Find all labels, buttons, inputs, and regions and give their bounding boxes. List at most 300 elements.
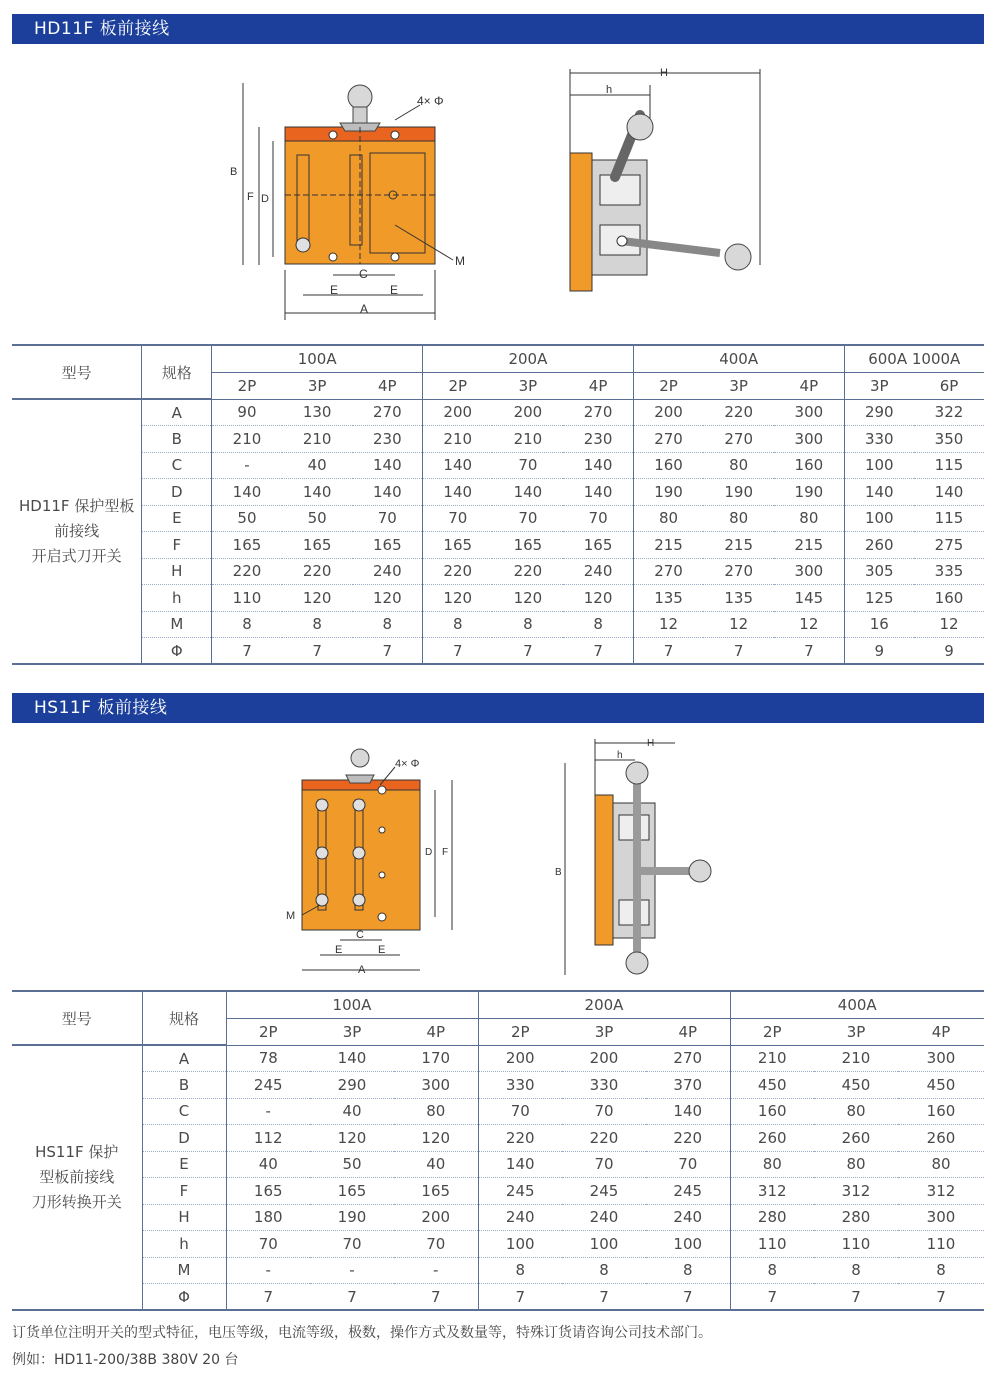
table-cell: 300 [394, 1072, 478, 1099]
table-cell: 70 [563, 505, 633, 532]
table-cell: 190 [633, 479, 703, 506]
table-cell: 240 [562, 1204, 646, 1231]
table-cell: 270 [703, 558, 774, 585]
table-cell: 245 [646, 1178, 730, 1205]
table-cell: 7 [730, 1284, 814, 1311]
dim-label-e-left: E [330, 283, 339, 297]
table-cell: 80 [703, 505, 774, 532]
hd11f-table-body [12, 399, 984, 664]
table-cell: 8 [730, 1257, 814, 1284]
dimension-label: D [142, 1125, 226, 1152]
table-row [12, 1098, 984, 1125]
table-cell: 220 [646, 1125, 730, 1152]
table-cell: 160 [633, 452, 703, 479]
table-cell: 450 [814, 1072, 898, 1099]
table-cell: 260 [898, 1125, 984, 1152]
table-cell: 8 [353, 611, 423, 638]
table-cell: 50 [282, 505, 353, 532]
spec-header: 规格 [142, 991, 226, 1045]
table-cell: 140 [563, 479, 633, 506]
group-header: 100A [212, 345, 423, 372]
table-cell: 120 [394, 1125, 478, 1152]
table-row [12, 532, 984, 559]
table-cell: 180 [226, 1204, 310, 1231]
table-cell: 80 [703, 452, 774, 479]
order-example: 例如：HD11-200/38B 380V 20 台 [12, 1352, 239, 1368]
model-description-line: HD11F 保护型板 [19, 497, 135, 515]
dim-label-h-upper: H [647, 738, 655, 749]
table-row [12, 1284, 984, 1311]
table-row [12, 1125, 984, 1152]
spec-header: 规格 [142, 345, 212, 399]
dim-label-e-right: E [390, 283, 399, 297]
group-header: 100A [226, 991, 478, 1018]
table-cell: 240 [353, 558, 423, 585]
table-cell: 165 [212, 532, 282, 559]
table-cell: 330 [844, 426, 914, 453]
table-cell: 230 [353, 426, 423, 453]
table-cell: 215 [703, 532, 774, 559]
dim-label-hole: 4× Φ [417, 94, 444, 108]
table-cell: 170 [394, 1045, 478, 1072]
table-cell: 140 [212, 479, 282, 506]
dimension-label: M [142, 611, 212, 638]
table-cell: 125 [844, 585, 914, 612]
table-cell: 110 [898, 1231, 984, 1258]
model-description-line: 前接线 [54, 522, 100, 540]
table-cell: 260 [814, 1125, 898, 1152]
table-cell: 7 [226, 1284, 310, 1311]
table-row [12, 505, 984, 532]
dimension-label: E [142, 505, 212, 532]
table-cell: 165 [282, 532, 353, 559]
table-cell: 9 [914, 638, 984, 665]
dimension-label: A [142, 399, 212, 426]
dim-label-h-lower: h [617, 750, 623, 761]
table-cell: 190 [774, 479, 844, 506]
dim-label-e-right: E [378, 944, 386, 956]
table-cell: 260 [844, 532, 914, 559]
table-cell: 215 [774, 532, 844, 559]
table-cell: 120 [492, 585, 563, 612]
table-cell: 70 [562, 1151, 646, 1178]
table-row [12, 426, 984, 453]
table-cell: 165 [492, 532, 563, 559]
table-cell: 312 [730, 1178, 814, 1205]
table-cell: 7 [898, 1284, 984, 1311]
table-cell: 350 [914, 426, 984, 453]
pole-header: 3P [814, 1018, 898, 1045]
table-cell: 110 [730, 1231, 814, 1258]
table-cell: 240 [646, 1204, 730, 1231]
dimension-label: B [142, 1072, 226, 1099]
table-cell: 120 [563, 585, 633, 612]
table-cell: 40 [282, 452, 353, 479]
dimension-label: A [142, 1045, 226, 1072]
table-cell: 160 [774, 452, 844, 479]
table-cell: 100 [646, 1231, 730, 1258]
table-cell: - [226, 1257, 310, 1284]
table-cell: 270 [703, 426, 774, 453]
pole-header: 2P [423, 372, 493, 399]
dimension-label: F [142, 1178, 226, 1205]
table-cell: 12 [774, 611, 844, 638]
table-cell: 140 [423, 452, 493, 479]
table-row [12, 1045, 984, 1072]
dimension-label: E [142, 1151, 226, 1178]
hd11f-spec-table [12, 344, 984, 665]
dim-label-d: D [425, 847, 433, 858]
table-cell: 40 [394, 1151, 478, 1178]
dim-label-b: B [230, 166, 238, 178]
table-cell: 9 [844, 638, 914, 665]
table-cell: 7 [774, 638, 844, 665]
pole-header: 2P [730, 1018, 814, 1045]
table-cell: 112 [226, 1125, 310, 1152]
pole-header: 3P [562, 1018, 646, 1045]
table-cell: 300 [774, 426, 844, 453]
table-cell: 140 [844, 479, 914, 506]
table-cell: 200 [633, 399, 703, 426]
dim-label-f: F [247, 191, 254, 203]
model-description-line: HS11F 保护 [35, 1143, 119, 1161]
table-cell: 7 [394, 1284, 478, 1311]
pole-header: 2P [226, 1018, 310, 1045]
table-cell: 8 [423, 611, 493, 638]
table-row [12, 399, 984, 426]
table-cell: - [212, 452, 282, 479]
table-cell: 50 [310, 1151, 394, 1178]
model-description [12, 399, 142, 664]
pole-header: 2P [633, 372, 703, 399]
model-description-line: 刀形转换开关 [31, 1193, 122, 1211]
table-cell: 40 [226, 1151, 310, 1178]
table-cell: 120 [423, 585, 493, 612]
table-cell: - [226, 1098, 310, 1125]
table-cell: 165 [353, 532, 423, 559]
group-header: 200A [478, 991, 730, 1018]
table-cell: 165 [226, 1178, 310, 1205]
table-cell: 100 [478, 1231, 562, 1258]
table-cell: 7 [562, 1284, 646, 1311]
pole-header: 4P [563, 372, 633, 399]
dim-label-d: D [261, 193, 269, 205]
table-cell: 12 [633, 611, 703, 638]
hs11f-spec-table [12, 990, 984, 1311]
table-cell: - [310, 1257, 394, 1284]
table-cell: 120 [310, 1125, 394, 1152]
table-cell: 160 [914, 585, 984, 612]
dim-label-b: B [555, 867, 562, 878]
table-cell: 70 [310, 1231, 394, 1258]
table-cell: 70 [646, 1151, 730, 1178]
table-cell: 160 [730, 1098, 814, 1125]
dim-label-hole: 4× Φ [395, 758, 420, 770]
table-cell: 7 [423, 638, 493, 665]
dimension-label: C [142, 452, 212, 479]
table-cell: 80 [774, 505, 844, 532]
table-cell: 245 [226, 1072, 310, 1099]
pole-header: 4P [353, 372, 423, 399]
table-cell: 210 [282, 426, 353, 453]
pole-header: 6P [914, 372, 984, 399]
table-cell: 140 [914, 479, 984, 506]
table-cell: 7 [478, 1284, 562, 1311]
pole-header: 3P [703, 372, 774, 399]
dim-label-h-lower: h [606, 84, 613, 96]
table-row [12, 611, 984, 638]
table-cell: 80 [814, 1098, 898, 1125]
model-header: 型号 [12, 345, 142, 399]
table-cell: 40 [310, 1098, 394, 1125]
table-cell: 100 [844, 452, 914, 479]
table-cell: 140 [282, 479, 353, 506]
table-cell: 8 [478, 1257, 562, 1284]
table-cell: 165 [423, 532, 493, 559]
table-cell: 90 [212, 399, 282, 426]
table-cell: 80 [633, 505, 703, 532]
table-cell: 145 [774, 585, 844, 612]
pole-header: 4P [898, 1018, 984, 1045]
table-row [12, 1257, 984, 1284]
section-title-hs11f: HS11F 板前接线 [12, 693, 984, 723]
group-header: 200A [423, 345, 634, 372]
dim-label-a: A [360, 302, 369, 316]
table-cell: 240 [563, 558, 633, 585]
table-cell: 260 [730, 1125, 814, 1152]
table-cell: 110 [814, 1231, 898, 1258]
table-cell: 200 [562, 1045, 646, 1072]
dimension-label: B [142, 426, 212, 453]
table-cell: 330 [562, 1072, 646, 1099]
pole-header: 4P [646, 1018, 730, 1045]
table-row [12, 1178, 984, 1205]
table-cell: 200 [394, 1204, 478, 1231]
table-cell: 100 [562, 1231, 646, 1258]
table-cell: 50 [212, 505, 282, 532]
table-cell: 7 [563, 638, 633, 665]
dim-label-e-left: E [335, 944, 343, 956]
table-cell: 200 [478, 1045, 562, 1072]
table-cell: 300 [898, 1045, 984, 1072]
table-cell: 80 [814, 1151, 898, 1178]
table-cell: 140 [353, 479, 423, 506]
table-cell: 7 [814, 1284, 898, 1311]
table-cell: 7 [310, 1284, 394, 1311]
table-cell: 290 [844, 399, 914, 426]
table-row [12, 1231, 984, 1258]
table-row [12, 479, 984, 506]
table-cell: 115 [914, 505, 984, 532]
dim-label-c: C [359, 267, 368, 281]
table-cell: 70 [394, 1231, 478, 1258]
table-row [12, 638, 984, 665]
table-cell: 300 [774, 399, 844, 426]
table-cell: 275 [914, 532, 984, 559]
pole-header: 2P [478, 1018, 562, 1045]
table-cell: 450 [898, 1072, 984, 1099]
table-cell: 190 [703, 479, 774, 506]
table-cell: 140 [563, 452, 633, 479]
hd11f-front-view-drawing [225, 75, 485, 325]
table-cell: 220 [478, 1125, 562, 1152]
hs11f-side-view-drawing [545, 735, 730, 980]
table-cell: 305 [844, 558, 914, 585]
table-cell: 160 [898, 1098, 984, 1125]
table-cell: - [394, 1257, 478, 1284]
table-cell: 80 [730, 1151, 814, 1178]
table-cell: 130 [282, 399, 353, 426]
table-cell: 270 [563, 399, 633, 426]
table-cell: 7 [633, 638, 703, 665]
table-cell: 210 [423, 426, 493, 453]
table-cell: 450 [730, 1072, 814, 1099]
table-cell: 210 [814, 1045, 898, 1072]
table-cell: 8 [562, 1257, 646, 1284]
dimension-label: H [142, 558, 212, 585]
table-cell: 120 [353, 585, 423, 612]
table-cell: 12 [914, 611, 984, 638]
hs11f-table-body [12, 1045, 984, 1310]
table-cell: 200 [423, 399, 493, 426]
table-cell: 70 [478, 1098, 562, 1125]
table-cell: 70 [492, 505, 563, 532]
dimension-label: C [142, 1098, 226, 1125]
table-cell: 7 [492, 638, 563, 665]
model-description-line: 型板前接线 [39, 1168, 115, 1186]
table-cell: 270 [633, 558, 703, 585]
dimension-label: h [142, 1231, 226, 1258]
table-cell: 165 [310, 1178, 394, 1205]
table-cell: 140 [492, 479, 563, 506]
table-cell: 8 [492, 611, 563, 638]
table-cell: 330 [478, 1072, 562, 1099]
table-cell: 220 [212, 558, 282, 585]
table-cell: 115 [914, 452, 984, 479]
table-cell: 8 [814, 1257, 898, 1284]
table-cell: 280 [730, 1204, 814, 1231]
dim-label-m: M [455, 254, 465, 268]
pole-header: 3P [844, 372, 914, 399]
table-cell: 140 [353, 452, 423, 479]
table-row [12, 1151, 984, 1178]
table-cell: 8 [282, 611, 353, 638]
table-cell: 8 [898, 1257, 984, 1284]
pole-header: 3P [310, 1018, 394, 1045]
dim-label-f: F [442, 847, 449, 858]
hd11f-side-view-drawing [560, 65, 770, 305]
dimension-label: Φ [142, 1284, 226, 1311]
table-cell: 220 [492, 558, 563, 585]
pole-header: 4P [394, 1018, 478, 1045]
table-cell: 140 [310, 1045, 394, 1072]
table-cell: 70 [562, 1098, 646, 1125]
table-cell: 78 [226, 1045, 310, 1072]
table-cell: 200 [492, 399, 563, 426]
table-cell: 135 [703, 585, 774, 612]
table-cell: 270 [646, 1045, 730, 1072]
table-cell: 70 [226, 1231, 310, 1258]
table-cell: 270 [633, 426, 703, 453]
table-cell: 290 [310, 1072, 394, 1099]
table-row [12, 452, 984, 479]
table-cell: 7 [212, 638, 282, 665]
table-cell: 70 [423, 505, 493, 532]
table-cell: 300 [774, 558, 844, 585]
table-cell: 140 [646, 1098, 730, 1125]
table-cell: 135 [633, 585, 703, 612]
table-cell: 322 [914, 399, 984, 426]
table-cell: 7 [646, 1284, 730, 1311]
table-cell: 12 [703, 611, 774, 638]
dim-label-a: A [358, 964, 366, 976]
table-row [12, 585, 984, 612]
table-cell: 220 [562, 1125, 646, 1152]
table-cell: 245 [562, 1178, 646, 1205]
table-cell: 312 [814, 1178, 898, 1205]
table-cell: 270 [353, 399, 423, 426]
table-cell: 335 [914, 558, 984, 585]
table-cell: 7 [353, 638, 423, 665]
table-cell: 220 [282, 558, 353, 585]
pole-header: 3P [492, 372, 563, 399]
table-cell: 70 [353, 505, 423, 532]
table-cell: 8 [563, 611, 633, 638]
dimension-label: D [142, 479, 212, 506]
table-cell: 210 [492, 426, 563, 453]
table-cell: 312 [898, 1178, 984, 1205]
table-cell: 7 [703, 638, 774, 665]
table-cell: 210 [212, 426, 282, 453]
table-cell: 8 [646, 1257, 730, 1284]
table-cell: 80 [394, 1098, 478, 1125]
table-cell: 120 [282, 585, 353, 612]
table-cell: 110 [212, 585, 282, 612]
table-cell: 190 [310, 1204, 394, 1231]
table-cell: 210 [730, 1045, 814, 1072]
model-description [12, 1045, 142, 1310]
table-cell: 300 [898, 1204, 984, 1231]
table-cell: 220 [703, 399, 774, 426]
group-header: 400A [633, 345, 844, 372]
dimension-label: M [142, 1257, 226, 1284]
table-row [12, 1204, 984, 1231]
group-header: 600A 1000A [844, 345, 984, 372]
dimension-label: F [142, 532, 212, 559]
table-cell: 240 [478, 1204, 562, 1231]
table-row [12, 558, 984, 585]
dimension-label: h [142, 585, 212, 612]
pole-header: 3P [282, 372, 353, 399]
table-cell: 370 [646, 1072, 730, 1099]
pole-header: 4P [774, 372, 844, 399]
table-cell: 280 [814, 1204, 898, 1231]
dim-label-h-upper: H [660, 67, 668, 79]
hs11f-front-view-drawing [280, 745, 480, 980]
table-cell: 70 [492, 452, 563, 479]
table-cell: 140 [478, 1151, 562, 1178]
order-note: 订货单位注明开关的型式特征，电压等级，电流等级，极数，操作方式及数量等，特殊订货请咨询公司技术部门。 [12, 1325, 712, 1341]
table-cell: 140 [423, 479, 493, 506]
table-cell: 215 [633, 532, 703, 559]
table-cell: 80 [898, 1151, 984, 1178]
table-cell: 220 [423, 558, 493, 585]
dimension-label: H [142, 1204, 226, 1231]
table-row [12, 1072, 984, 1099]
table-cell: 16 [844, 611, 914, 638]
table-cell: 230 [563, 426, 633, 453]
section-title-hd11f: HD11F 板前接线 [12, 14, 984, 44]
